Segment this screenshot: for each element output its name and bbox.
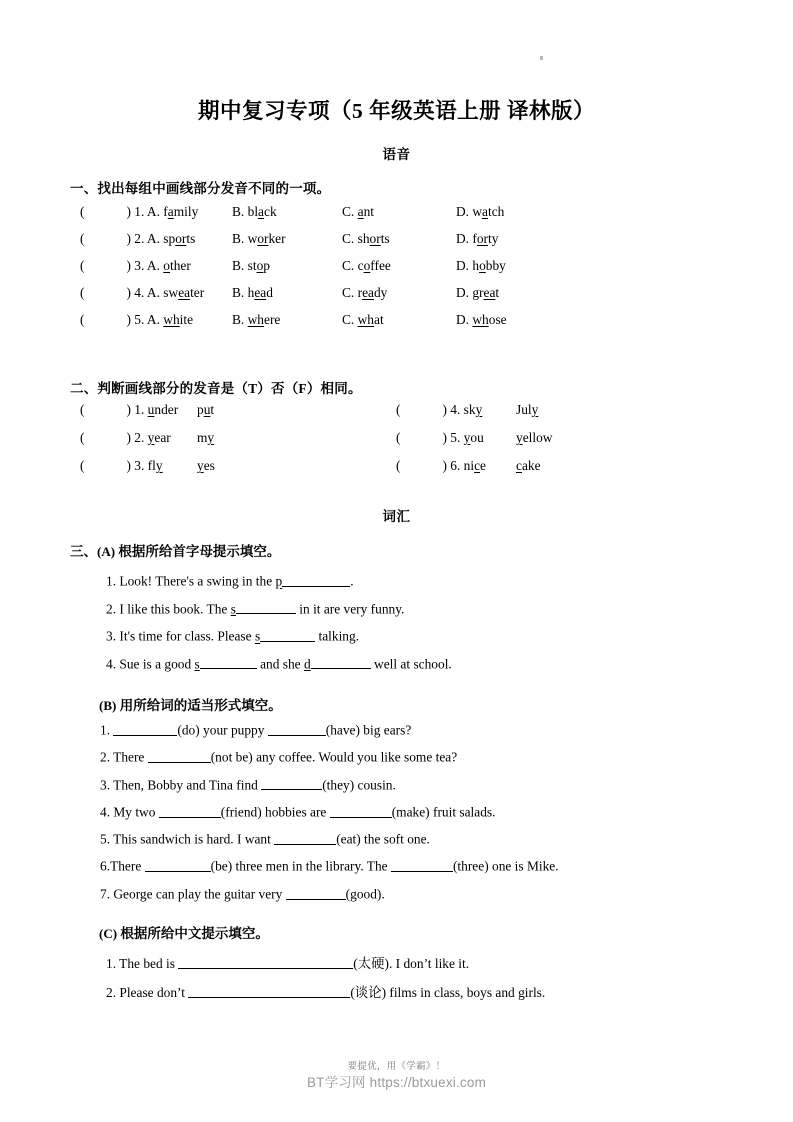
answer-blank[interactable] xyxy=(311,656,371,670)
table-row xyxy=(80,430,552,458)
table-row xyxy=(80,231,507,258)
answer-blank[interactable] xyxy=(188,984,350,998)
first-letter-hint: p xyxy=(275,573,283,589)
pair-left-word2: put xyxy=(197,402,215,417)
underlined-sound: wh xyxy=(357,312,375,327)
option-c[interactable]: C. ready xyxy=(342,285,388,300)
underlined-sound: u xyxy=(147,402,155,417)
section-3b-items xyxy=(100,722,559,913)
underlined-sound: y xyxy=(155,458,163,473)
list-item: 2. I like this book. The s in it are very funny. xyxy=(106,601,405,617)
section-1-items xyxy=(80,204,507,339)
section-1-heading: 一、找出每组中画线部分发音不同的一项。 xyxy=(70,181,331,196)
underlined-sound: o xyxy=(256,258,264,273)
option-b[interactable]: B. black xyxy=(232,204,277,219)
table-row xyxy=(80,204,507,231)
underlined-sound: u xyxy=(203,402,211,417)
pair-right-word2: July xyxy=(516,402,539,417)
underlined-sound: y xyxy=(197,458,204,473)
footer-promo-text: 要提优，用《学霸》！ xyxy=(347,1061,446,1072)
option-a: ( ) 5. A. white xyxy=(80,312,194,327)
option-d[interactable]: D. whose xyxy=(456,312,507,327)
option-c[interactable]: C. ant xyxy=(342,204,375,219)
section-3a-heading: 三、(A) 根据所给首字母提示填空。 xyxy=(70,544,281,559)
underlined-sound: y xyxy=(531,402,539,417)
list-item: 3. Then, Bobby and Tina find (they) cousin. xyxy=(100,777,396,793)
underlined-sound: c xyxy=(516,458,522,473)
underlined-sound: a xyxy=(357,204,364,219)
answer-blank[interactable] xyxy=(236,601,296,615)
underlined-sound: or xyxy=(476,231,488,246)
underlined-sound: y xyxy=(463,430,471,445)
underlined-sound: y xyxy=(207,430,215,445)
list-item: 1. (do) your puppy (have) big ears? xyxy=(100,722,412,738)
option-d[interactable]: D. watch xyxy=(456,204,505,219)
option-d[interactable]: D. great xyxy=(456,285,500,300)
answer-blank[interactable] xyxy=(391,858,453,872)
option-b[interactable]: B. head xyxy=(232,285,273,300)
answer-blank[interactable] xyxy=(268,722,326,736)
footer-site-watermark: BT学习网 https://btxuexi.com xyxy=(306,1075,487,1090)
answer-blank[interactable] xyxy=(261,777,322,791)
underlined-sound: or xyxy=(175,231,187,246)
underlined-sound: wh xyxy=(247,312,265,327)
option-b[interactable]: B. where xyxy=(232,312,281,327)
answer-blank[interactable] xyxy=(113,722,177,736)
answer-blank[interactable] xyxy=(159,804,221,818)
list-item: 7. George can play the guitar very (good). xyxy=(100,886,385,902)
underlined-sound: wh xyxy=(472,312,489,327)
underlined-sound: wh xyxy=(163,312,180,327)
subsection-tag: (C) xyxy=(99,926,118,941)
option-c[interactable]: C. what xyxy=(342,312,384,327)
part-heading-phonetics: 语音 xyxy=(382,147,411,162)
underlined-sound: y xyxy=(475,402,483,417)
pair-left-number[interactable]: ( ) 1. under xyxy=(80,402,179,417)
underlined-sound: ea xyxy=(362,285,374,300)
underlined-sound: c xyxy=(474,458,481,473)
section-2-items xyxy=(80,402,552,486)
option-a: ( ) 4. A. sweater xyxy=(80,285,205,300)
answer-blank[interactable] xyxy=(286,886,346,900)
list-item: 2. Please don’t (谈论) films in class, boys and girls. xyxy=(106,985,546,1000)
underlined-sound: or xyxy=(369,231,381,246)
pair-right-number[interactable]: ( ) 6. nice xyxy=(396,458,486,473)
list-item: 1. Look! There's a swing in the p . xyxy=(106,573,354,589)
option-c[interactable]: C. shorts xyxy=(342,231,390,246)
underlined-sound: ea xyxy=(483,285,496,300)
page-title: 期中复习专项（5 年级英语上册 译林版） xyxy=(197,99,595,123)
pair-left-word2: yes xyxy=(197,458,215,473)
answer-blank[interactable] xyxy=(148,749,211,763)
list-item: 3. It's time for class. Please s talking. xyxy=(106,628,360,644)
list-item: 1. The bed is (太硬). I don’t like it. xyxy=(106,956,470,971)
underlined-sound: o xyxy=(479,258,486,273)
first-letter-hint: s xyxy=(194,656,200,672)
table-row xyxy=(80,312,507,339)
subsection-tag: (B) xyxy=(99,698,117,713)
list-item: 4. My two (friend) hobbies are (make) fruit salads. xyxy=(100,804,496,820)
underlined-sound: ea xyxy=(178,285,191,300)
table-row xyxy=(80,285,507,312)
section-2-heading: 二、判断画线部分的发音是（T）否（F）相同。 xyxy=(70,381,362,396)
underlined-sound: o xyxy=(163,258,170,273)
pair-right-word2: cake xyxy=(516,458,541,473)
option-c[interactable]: C. coffee xyxy=(342,258,391,273)
section-3b-heading: (B) 用所给词的适当形式填空。 xyxy=(99,698,282,713)
answer-blank[interactable] xyxy=(178,955,353,969)
list-item: 6.There (be) three men in the library. The (three) one is Mike. xyxy=(100,859,559,875)
list-item: 5. This sandwich is hard. I want (eat) the soft one. xyxy=(100,831,430,847)
underlined-sound: a xyxy=(482,204,488,219)
underlined-sound: or xyxy=(257,231,269,246)
option-b[interactable]: B. stop xyxy=(232,258,270,273)
pair-right-number[interactable]: ( ) 5. you xyxy=(396,430,484,445)
option-a: ( ) 2. A. sports xyxy=(80,231,196,246)
option-a: ( ) 3. A. other xyxy=(80,258,191,273)
option-d[interactable]: D. hobby xyxy=(456,258,506,273)
first-letter-hint: s xyxy=(230,601,236,617)
answer-blank[interactable] xyxy=(200,656,257,670)
first-letter-hint: d xyxy=(303,656,311,672)
answer-blank[interactable] xyxy=(145,858,211,872)
underlined-sound: a xyxy=(258,204,264,219)
section-3c-heading: (C) 根据所给中文提示填空。 xyxy=(99,926,269,941)
part-heading-vocabulary: 词汇 xyxy=(382,509,411,524)
list-item: 2. There (not be) any coffee. Would you like some tea? xyxy=(100,750,458,766)
answer-blank[interactable] xyxy=(260,628,315,642)
list-item: 4. Sue is a good s and she d well at school. xyxy=(106,656,452,672)
stray-dot-artifact xyxy=(540,56,543,60)
pair-left-number[interactable]: ( ) 3. fly xyxy=(80,458,163,473)
subsection-tag: (A) xyxy=(97,544,116,559)
answer-blank[interactable] xyxy=(274,831,336,845)
answer-blank[interactable] xyxy=(282,573,350,587)
answer-blank[interactable] xyxy=(330,804,392,818)
section-3c-items xyxy=(106,953,545,1011)
underlined-sound: y xyxy=(516,430,523,445)
option-b[interactable]: B. worker xyxy=(232,231,286,246)
underlined-sound: o xyxy=(363,258,371,273)
option-d[interactable]: D. forty xyxy=(456,231,499,246)
table-row xyxy=(80,458,552,486)
pair-right-word2: yellow xyxy=(516,430,553,445)
underlined-sound: y xyxy=(147,430,155,445)
section-3a-items xyxy=(106,573,452,683)
pair-right-number[interactable]: ( ) 4. sky xyxy=(396,402,483,417)
table-row xyxy=(80,402,552,430)
first-letter-hint: s xyxy=(254,628,261,644)
underlined-sound: ea xyxy=(254,285,267,300)
table-row xyxy=(80,258,507,285)
underlined-sound: a xyxy=(167,204,174,219)
option-a: ( ) 1. A. family xyxy=(80,204,199,219)
page-footer xyxy=(0,1058,793,1091)
pair-left-number[interactable]: ( ) 2. year xyxy=(80,430,171,445)
pair-left-word2: my xyxy=(197,430,215,445)
